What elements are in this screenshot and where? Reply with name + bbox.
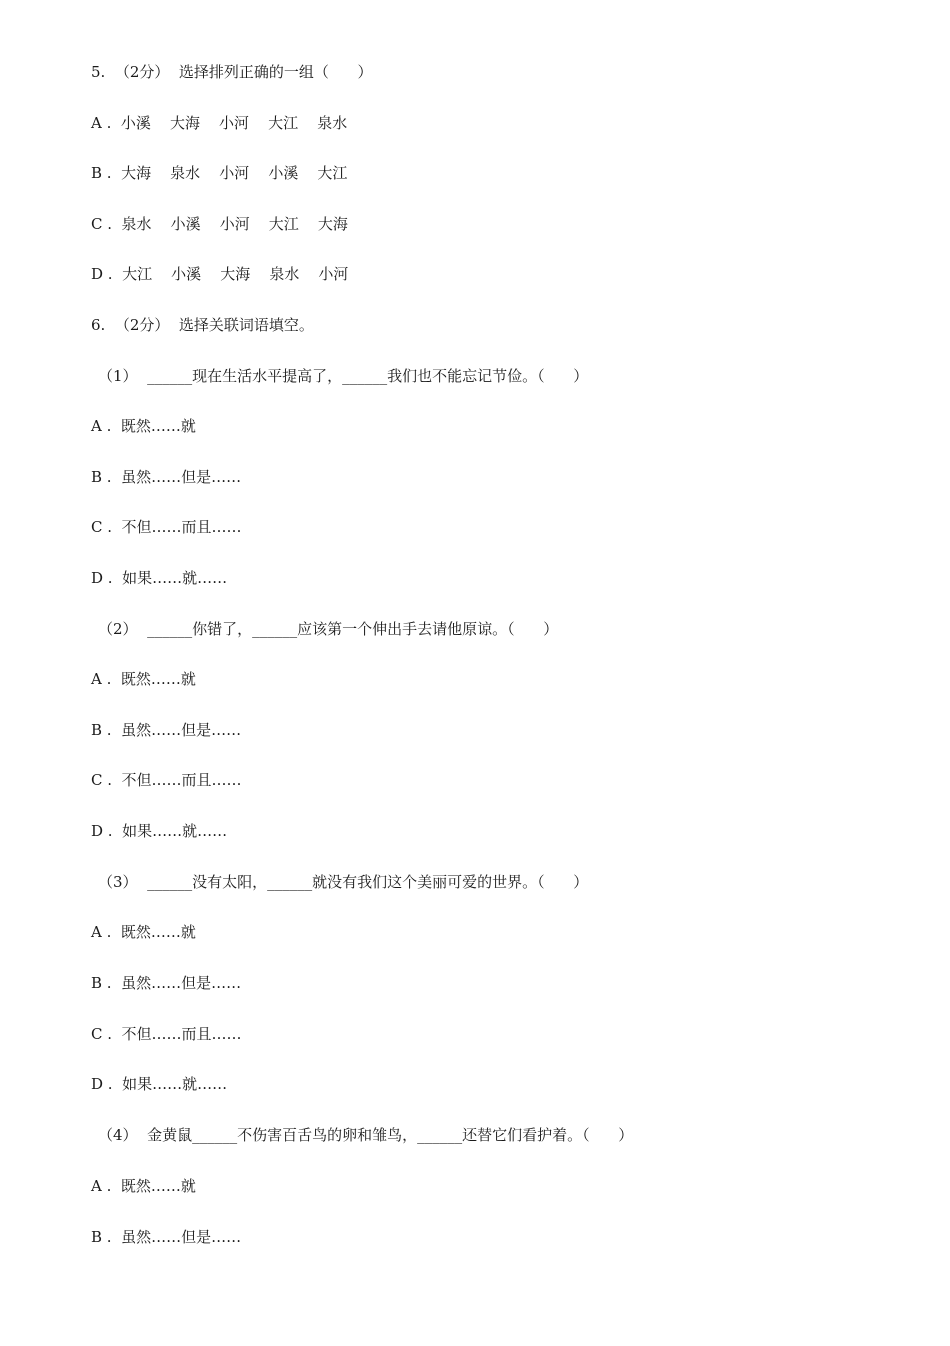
question-5-stem: 5. （2分） 选择排列正确的一组（ ） — [91, 63, 373, 81]
q6-sub2-option-d[interactable]: D . 如果……就…… — [91, 822, 228, 840]
q6-sub3-option-d[interactable]: D . 如果……就…… — [91, 1075, 228, 1093]
q6-sub4-option-b[interactable]: B . 虽然……但是…… — [91, 1228, 242, 1246]
q6-sub3-option-c[interactable]: C . 不但……而且…… — [91, 1025, 242, 1043]
q6-sub3-option-b[interactable]: B . 虽然……但是…… — [91, 974, 242, 992]
question-6-stem: 6. （2分） 选择关联词语填空。 — [91, 316, 314, 334]
q6-sub2-option-a[interactable]: A . 既然……就 — [91, 670, 196, 688]
q6-sub1-option-d[interactable]: D . 如果……就…… — [91, 569, 228, 587]
q6-sub2-prompt: （2） ______你错了，______应该第一个伸出手去请他原谅。（ ） — [98, 620, 559, 638]
q6-sub1-option-b[interactable]: B . 虽然……但是…… — [91, 468, 242, 486]
q5-option-c[interactable]: C . 泉水 小溪 小河 大江 大海 — [91, 215, 348, 233]
q6-sub2-option-c[interactable]: C . 不但……而且…… — [91, 771, 242, 789]
q6-sub3-option-a[interactable]: A . 既然……就 — [91, 923, 196, 941]
q5-option-b[interactable]: B . 大海 泉水 小河 小溪 大江 — [91, 164, 348, 182]
q6-sub1-option-c[interactable]: C . 不但……而且…… — [91, 518, 242, 536]
q6-sub4-option-a[interactable]: A . 既然……就 — [91, 1177, 196, 1195]
q6-sub1-option-a[interactable]: A . 既然……就 — [91, 417, 196, 435]
q5-option-d[interactable]: D . 大江 小溪 大海 泉水 小河 — [91, 265, 349, 283]
q6-sub1-prompt: （1） ______现在生活水平提高了，______我们也不能忘记节俭。（ ） — [98, 367, 589, 385]
q6-sub2-option-b[interactable]: B . 虽然……但是…… — [91, 721, 242, 739]
q5-option-a[interactable]: A . 小溪 大海 小河 大江 泉水 — [91, 114, 348, 132]
q6-sub3-prompt: （3） ______没有太阳，______就没有我们这个美丽可爱的世界。（ ） — [98, 873, 589, 891]
q6-sub4-prompt: （4） 金黄鼠______不伤害百舌鸟的卵和雏鸟，______还替它们看护着。（ ） — [98, 1126, 634, 1144]
